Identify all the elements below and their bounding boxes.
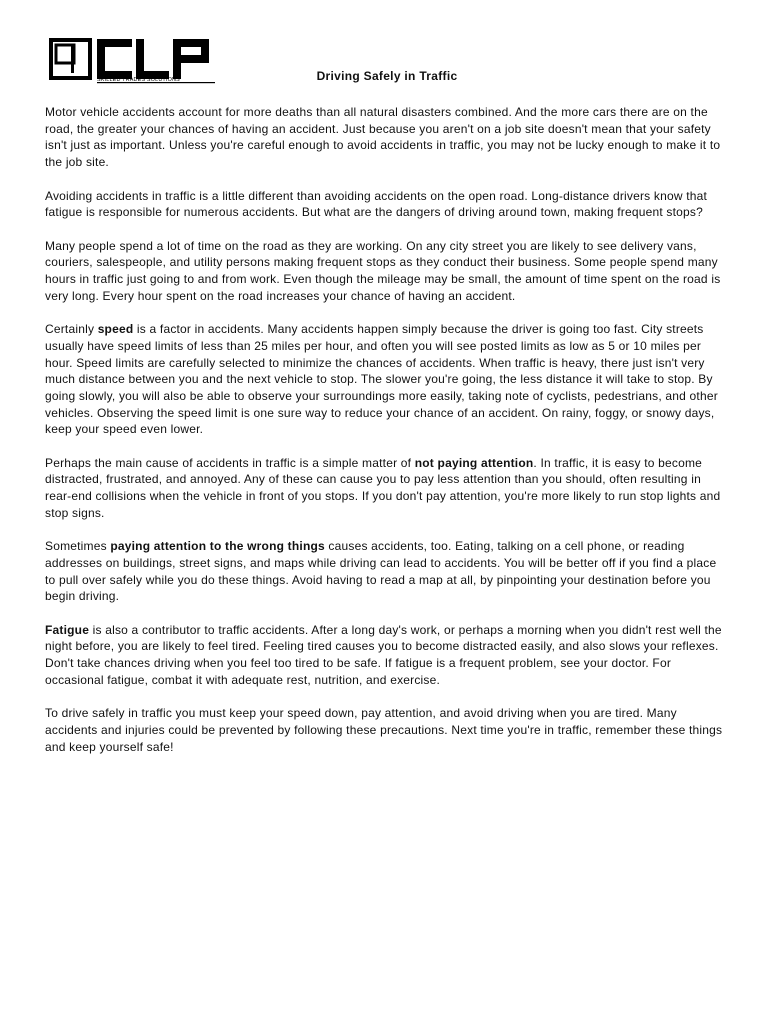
paragraph-fatigue-post: is also a contributor to traffic accidents. After a long day's work, or perhaps a morning when you didn't rest well the night before, you are likely to feel tired. Feeling tired causes you to become distracted easily, and also slows your reflexes. Don't take chances driving when you feel too tired to be safe. If fatigue is a frequent problem, see your doctor. For occasional fatigue, combat it with adequate rest, nutrition, and exercise.	[45, 622, 722, 687]
bold-wrong-things: paying attention to the wrong things	[110, 539, 325, 554]
paragraph-conclusion: To drive safely in traffic you must keep your speed down, pay attention, and avoid driving when you are tired. Many accidents and injuries could be prevented by following these precautions. Next time you're in traffic, remember these things and keep yourself safe!	[45, 706, 723, 754]
paragraph-attention	[45, 455, 727, 522]
paragraph-attention-post: . In traffic, it is easy to become distracted, frustrated, and annoyed. Any of these can cause you to pay less attention than you should, often resulting in rear-end collisions when the vehicle in front of you stops. If you don't pay attention, you're more likely to run stop lights and stop signs.	[45, 455, 721, 520]
bold-fatigue: Fatigue	[45, 622, 90, 637]
paragraph-speed-post: is a factor in accidents. Many accidents happen simply because the driver is going too fast. City streets usually have speed limits of less than 25 miles per hour, and often you will see posted limits as low as 5 or 10 miles per hour. Speed limits are carefully selected to minimize the chances of accidents. When traffic is heavy, there just isn't very much distance between you and the next vehicle to stop. The slower you're going, the less distance it will take to stop. By going slowly, you will also be able to observe your surroundings more easily, taking note of cyclists, pedestrians, and other vehicles. Observing the speed limit is one sure way to reduce your chance of an accident. On rainy, foggy, or snowy days, keep your speed even lower.	[45, 322, 718, 437]
document-body	[45, 104, 727, 772]
bold-not-paying-attention: not paying attention	[414, 455, 534, 470]
paragraph-fatigue	[45, 622, 727, 689]
document-title: Driving Safely in Traffic	[316, 69, 458, 83]
paragraph-3: Many people spend a lot of time on the road as they are working. On any city street you are likely to see delivery vans, couriers, salespeople, and utility persons making frequent stops as they conduct their business. Some people spend many hours in traffic just going to and from work. Even though the mileage may be small, the amount of time spent on the road is very long. Every hour spent on the road increases your chance of having an accident.	[45, 238, 721, 303]
bold-speed: speed	[97, 322, 134, 337]
paragraph-wrong-things-pre: Sometimes	[45, 539, 111, 554]
paragraph-wrong-things	[45, 538, 727, 605]
paragraph-1: Motor vehicle accidents account for more deaths than all natural disasters combined. And the more cars there are on the road, the greater your chances of having an accident. Just because you aren't on a job site doesn't mean that your safety isn't just as important. Unless you're careful enough to avoid accidents in traffic, you may not be lucky enough to make it to the job site.	[45, 105, 721, 170]
logo-tagline: SKILLED TRADES SOLUTIONS	[97, 77, 180, 83]
paragraph-attention-pre: Perhaps the main cause of accidents in traffic is a simple matter of	[45, 455, 415, 470]
paragraph-wrong-things-post: causes accidents, too. Eating, talking on a cell phone, or reading addresses on buildings, street signs, and maps while driving can lead to accidents. You will be better off if you find a place to pull over safely while you do these things. Avoid having to read a map at all, by pinpointing your destination before you begin driving.	[45, 539, 717, 604]
paragraph-2: Avoiding accidents in traffic is a little different than avoiding accidents on the open road. Long-distance drivers know that fatigue is responsible for numerous accidents. But what are the dangers of driving around town, making frequent stops?	[45, 188, 708, 220]
paragraph-speed-pre: Certainly	[45, 322, 98, 337]
paragraph-speed	[45, 321, 727, 438]
